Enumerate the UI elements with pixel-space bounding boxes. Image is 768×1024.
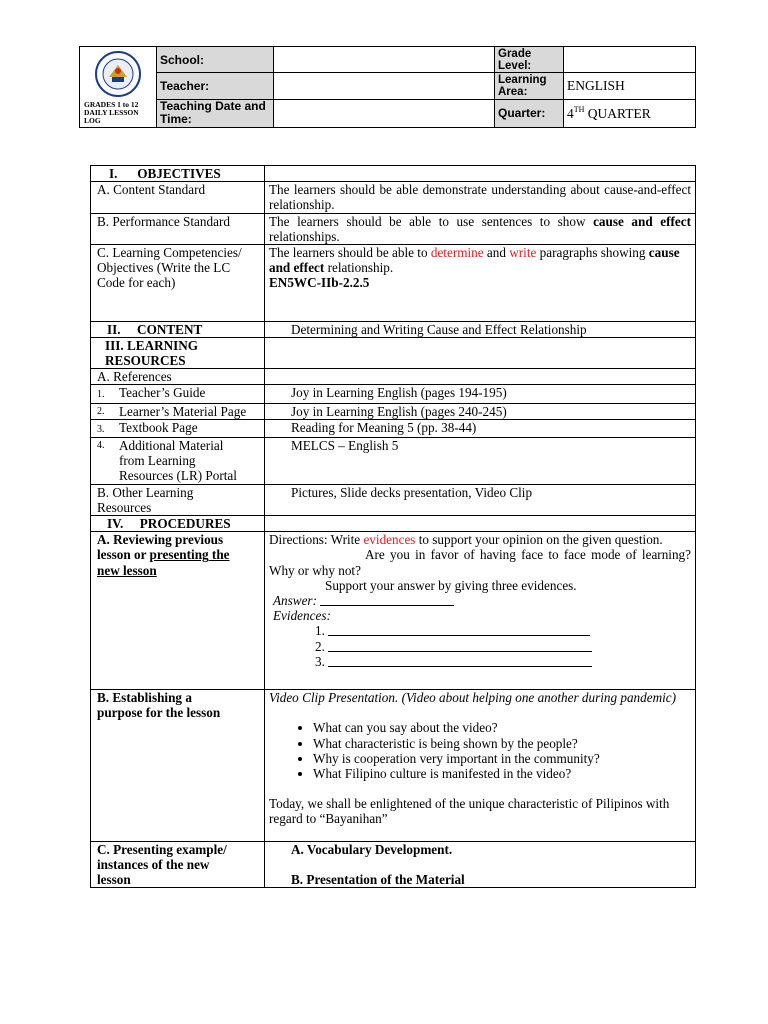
competencies-label: C. Learning Competencies/ Objectives (Write the LC Code for each) bbox=[91, 245, 265, 322]
objectives-title: I. OBJECTIVES bbox=[91, 166, 265, 182]
quarter-value bbox=[564, 99, 696, 127]
evidence-blank[interactable] bbox=[328, 655, 592, 667]
reviewing-label bbox=[91, 532, 265, 690]
video-intro: Video Clip Presentation. (Video about helping one another during pandemic) bbox=[269, 690, 677, 706]
competencies-text bbox=[265, 245, 696, 322]
resource-label: Textbook Page bbox=[119, 419, 198, 435]
resource-label: Additional Material from Learning Resources (LR) Portal bbox=[119, 438, 237, 484]
establishing-label: B. Establishing a purpose for the lesson bbox=[91, 690, 265, 841]
content-text: Determining and Writing Cause and Effect Relationship bbox=[265, 321, 696, 337]
other-resources-value: Pictures, Slide decks presentation, Video Clip bbox=[265, 484, 696, 515]
resource-row-label bbox=[91, 403, 265, 419]
answer-blank[interactable] bbox=[320, 594, 454, 606]
teacher-label: Teacher: bbox=[157, 73, 274, 99]
lc-text-1: The learners should be able to bbox=[269, 245, 431, 261]
evidence-line bbox=[269, 654, 691, 669]
lc-code: EN5WC-IIb-2.2.5 bbox=[269, 275, 370, 291]
review-question: Are you in favor of having face to face mode of learning? Why or why not? bbox=[269, 547, 691, 578]
other-resources-label: B. Other Learning Resources bbox=[91, 484, 265, 515]
quarter-num: 4 bbox=[567, 105, 574, 121]
evidence-num: 1. bbox=[315, 623, 325, 639]
answer-label: Answer: bbox=[273, 593, 317, 609]
logo-text: GRADES 1 to 12 DAILY LESSON LOG bbox=[84, 100, 139, 125]
evidence-blank[interactable] bbox=[328, 624, 590, 636]
objectives-blank bbox=[265, 166, 696, 182]
references-blank bbox=[265, 369, 696, 385]
school-field[interactable] bbox=[274, 47, 495, 73]
dir-text-2: to support your opinion on the given question. bbox=[415, 532, 663, 548]
lc-red-2: write bbox=[509, 245, 537, 261]
question-list bbox=[269, 720, 691, 781]
resource-value: MELCS – English 5 bbox=[265, 438, 696, 485]
evidence-line bbox=[269, 639, 691, 654]
evidence-num: 2. bbox=[315, 638, 325, 654]
today-text: Today, we shall be enlightened of the unique characteristic of Pilipinos with regard to “Bayanihan” bbox=[269, 796, 670, 827]
presenting-content bbox=[265, 841, 696, 888]
resource-num: 4. bbox=[97, 440, 105, 452]
ps-text-2: relationships. bbox=[269, 228, 340, 244]
question-item: • Why is cooperation very important in the community? bbox=[313, 751, 691, 766]
lc-bold: cause and effect bbox=[269, 245, 680, 276]
quarter-label: Quarter: bbox=[495, 99, 564, 127]
evidence-line bbox=[269, 623, 691, 638]
dir-red: evidences bbox=[363, 532, 416, 548]
resource-row-label bbox=[91, 385, 265, 403]
review-directions bbox=[269, 532, 691, 547]
vocab-item: A. Vocabulary Development. bbox=[291, 841, 453, 857]
teacher-field[interactable] bbox=[274, 73, 495, 99]
content-title: II. CONTENT bbox=[91, 321, 265, 337]
resource-value: Reading for Meaning 5 (pp. 38-44) bbox=[265, 419, 696, 437]
area-value: ENGLISH bbox=[564, 73, 696, 99]
material-item: B. Presentation of the Material bbox=[291, 871, 465, 887]
resource-num: 3. bbox=[97, 423, 105, 435]
resources-blank bbox=[265, 337, 696, 368]
review-label-underlined: presenting bbox=[149, 547, 209, 563]
school-label: School: bbox=[157, 47, 274, 73]
area-label: Learning Area: bbox=[495, 73, 564, 99]
grade-field[interactable] bbox=[564, 47, 696, 73]
logo-cell bbox=[80, 47, 157, 128]
procedures-title: IV. PROCEDURES bbox=[91, 516, 265, 532]
resources-title: III. LEARNING RESOURCES bbox=[91, 337, 265, 368]
content-standard-label: A. Content Standard bbox=[91, 182, 265, 213]
quarter-sup: TH bbox=[573, 104, 585, 114]
grade-label: Grade Level: bbox=[495, 47, 564, 73]
establishing-content bbox=[265, 690, 696, 841]
ps-bold: cause and effect bbox=[593, 213, 691, 229]
date-label: Teaching Date and Time: bbox=[157, 99, 274, 127]
evidence-blank[interactable] bbox=[328, 640, 592, 652]
question-item: • What can you say about the video? bbox=[313, 720, 691, 735]
review-support: Support your answer by giving three evidences. bbox=[325, 577, 577, 593]
review-label-1: A. Reviewing previous lesson or bbox=[97, 532, 224, 563]
evidence-num: 3. bbox=[315, 653, 325, 669]
lc-text-3: paragraphs showing bbox=[536, 245, 649, 261]
deped-seal-icon bbox=[95, 51, 141, 97]
review-label-2: the new lesson bbox=[97, 547, 230, 578]
lc-red-1: determine bbox=[430, 245, 484, 261]
resource-value: Joy in Learning English (pages 194-195) bbox=[265, 385, 696, 403]
question-item: • What characteristic is being shown by the people? bbox=[313, 736, 691, 751]
answer-row bbox=[269, 593, 691, 608]
question-item: • What Filipino culture is manifested in the video? bbox=[313, 766, 691, 781]
resource-value: Joy in Learning English (pages 240-245) bbox=[265, 403, 696, 419]
date-field[interactable] bbox=[274, 99, 495, 127]
resource-label: Learner’s Material Page bbox=[119, 403, 247, 419]
resource-row-label bbox=[91, 438, 265, 485]
quarter-word: QUARTER bbox=[587, 105, 651, 121]
lc-text-2: and bbox=[483, 245, 510, 261]
resource-label: Teacher’s Guide bbox=[119, 385, 206, 401]
content-standard-text: The learners should be able demonstrate understanding about cause-and-effect relationship. bbox=[265, 182, 696, 213]
reviewing-content bbox=[265, 532, 696, 690]
ps-text-1: The learners should be able to use sentences to show bbox=[269, 213, 594, 229]
performance-standard-text bbox=[265, 213, 696, 244]
references-label: A. References bbox=[91, 369, 265, 385]
header-table bbox=[79, 46, 696, 128]
lesson-log-table bbox=[90, 165, 696, 888]
resource-row-label bbox=[91, 419, 265, 437]
dir-text-1: Directions: Write bbox=[269, 532, 364, 548]
evidences-label: Evidences: bbox=[273, 608, 331, 624]
procedures-blank bbox=[265, 516, 696, 532]
performance-standard-label: B. Performance Standard bbox=[91, 213, 265, 244]
presenting-label: C. Presenting example/ instances of the new lesson bbox=[91, 841, 265, 888]
resource-num: 2. bbox=[97, 405, 105, 417]
lc-text-4: relationship. bbox=[324, 260, 394, 276]
resource-num: 1. bbox=[97, 389, 105, 401]
